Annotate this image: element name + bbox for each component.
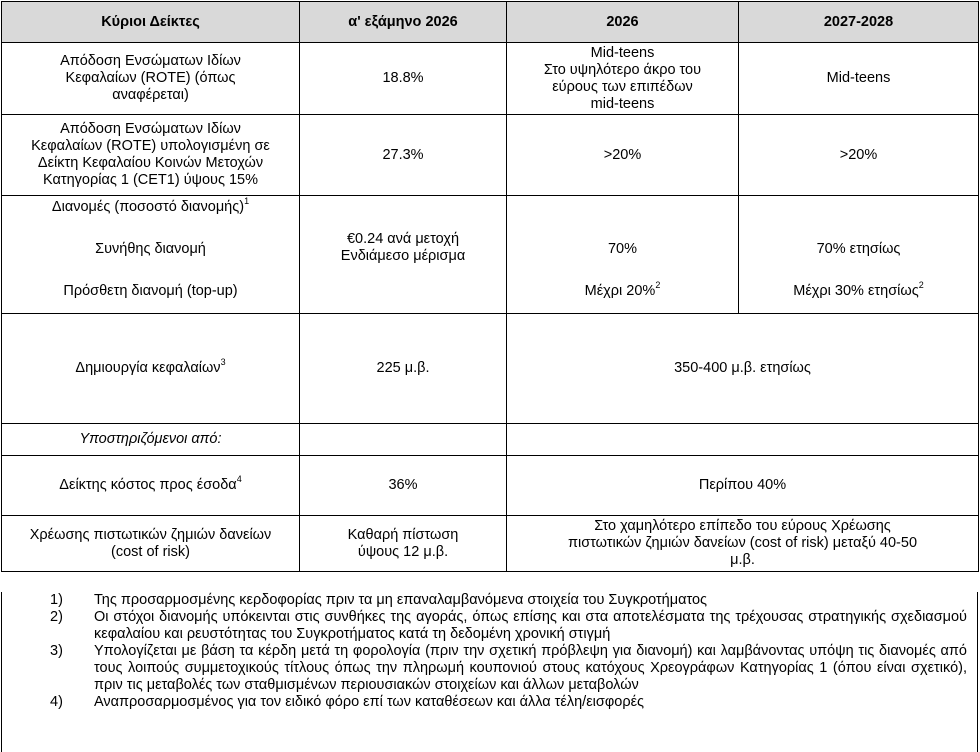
footnote-ref-1: 1 <box>244 195 250 206</box>
footnote-text: Υπολογίζεται με βάση τα κέρδη μετά τη φορολογία (πριν την σχετική πρόβλεψη για διανομή) και λαμβάνοντας υπόψη τις διανομές από τους λοιπούς συμμετοχικούς τίτλους όπως την πληρωμή κουπονιού στους κατόχους Χρεογράφων Κατηγορίας 1 (όπου είναι σχετικό), πριν τις μεταβολές των σταθμισμένων περιουσιακών στοιχείων και άλλων μεταβολών <box>94 643 967 693</box>
rote-cet1-2027-2028: >20% <box>739 115 979 196</box>
footnote-number: 2) <box>50 609 63 625</box>
cost-income-h1-2026: 36% <box>300 456 507 516</box>
rote-cet1-label: Απόδοση Ενσώματων Ιδίων Κεφαλαίων (ROTE) υπολογισμένη σε Δείκτη Κεφαλαίου Κοινών Μετοχών Κατηγορίας 1 (CET1) ύψους 15% <box>2 115 300 196</box>
topup-distribution-2027-2028: Μέχρι 30% ετησίως$^2$ <box>793 279 924 299</box>
rote-reported-2027-2028: Mid-teens <box>739 43 979 115</box>
cost-income-label: Δείκτης κόστος προς έσοδα$^4$ <box>2 456 300 516</box>
table-row-capital-generation <box>2 314 979 424</box>
ordinary-distribution-2027-2028: 70% ετησίως <box>816 240 901 257</box>
distributions-2026 <box>507 196 739 314</box>
footnote-4 <box>2 694 977 711</box>
topup-distribution-label: Πρόσθετη διανομή (top-up) <box>63 282 238 299</box>
header-2027-2028: 2027-2028 <box>739 2 979 43</box>
supported-by-empty-2 <box>507 424 979 456</box>
header-row <box>2 2 979 43</box>
header-kpis: Κύριοι Δείκτες <box>2 2 300 43</box>
cost-of-risk-2026-2028: Στο χαμηλότερο επίπεδο του εύρους Χρέωσης πιστωτικών ζημιών δανείων (cost of risk) μεταξύ 40-50 μ.β. <box>507 516 979 572</box>
cost-of-risk-label: Χρέωσης πιστωτικών ζημιών δανείων (cost of risk) <box>2 516 300 572</box>
rote-reported-h1-2026: 18.8% <box>300 43 507 115</box>
capital-generation-label: Δημιουργία κεφαλαίων$^3$ <box>2 314 300 424</box>
table-row-cost-of-risk <box>2 516 979 572</box>
ordinary-distribution-2026: 70% <box>607 240 638 257</box>
distributions-2027-2028 <box>739 196 979 314</box>
table-row-distributions <box>2 196 979 314</box>
footnote-1 <box>2 592 977 609</box>
table-row-supported-by <box>2 424 979 456</box>
ordinary-distribution-label: Συνήθης διανομή <box>95 240 206 257</box>
footnote-2 <box>2 609 977 643</box>
footnote-number: 3) <box>50 643 63 659</box>
topup-distribution-2026: Μέχρι 20%$^2$ <box>584 279 661 299</box>
footnotes <box>1 592 978 752</box>
kpi-table <box>1 1 979 572</box>
footnote-number: 4) <box>50 694 63 710</box>
rote-reported-2026: Mid-teens Στο υψηλότερο άκρο του εύρους των επιπέδων mid-teens <box>507 43 739 115</box>
footnote-3 <box>2 643 977 694</box>
table-row-cost-income <box>2 456 979 516</box>
rote-reported-label: Απόδοση Ενσώματων Ιδίων Κεφαλαίων (ROTE) (όπως αναφέρεται) <box>2 43 300 115</box>
rote-cet1-h1-2026: 27.3% <box>300 115 507 196</box>
header-2026: 2026 <box>507 2 739 43</box>
distributions-label <box>2 196 300 314</box>
capital-generation-h1-2026: 225 μ.β. <box>300 314 507 424</box>
distributions-h1-2026: €0.24 ανά μετοχή Ενδιάμεσο μέρισμα <box>300 196 507 314</box>
table-row-rote-reported <box>2 43 979 115</box>
distributions-title: Διανομές (ποσοστό διανομής) <box>51 198 245 215</box>
rote-cet1-2026: >20% <box>507 115 739 196</box>
capital-generation-2026-2028: 350-400 μ.β. ετησίως <box>507 314 979 424</box>
header-h1-2026: α' εξάμηνο 2026 <box>300 2 507 43</box>
cost-income-2026-2028: Περίπου 40% <box>507 456 979 516</box>
supported-by-label: Υποστηριζόμενοι από: <box>2 424 300 456</box>
footnote-text: Αναπροσαρμοσμένος για τον ειδικό φόρο επί των καταθέσεων και άλλα τέλη/εισφορές <box>94 694 645 710</box>
cost-of-risk-h1-2026: Καθαρή πίστωση ύψους 12 μ.β. <box>300 516 507 572</box>
footnote-text: Οι στόχοι διανομής υπόκεινται στις συνθήκες της αγοράς, όπως επίσης και στα αποτελέσματα της τρέχουσας στρατηγικής σχεδιασμού κεφαλαίου και ρευστότητας του Συγκροτήματος κατά τη δεδομένη χρονική στιγμή <box>94 609 967 642</box>
footnote-number: 1) <box>50 592 63 608</box>
footnote-text: Της προσαρμοσμένης κερδοφορίας πριν τα μη επαναλαμβανόμενα στοιχεία του Συγκροτήματος <box>94 592 708 608</box>
table-row-rote-cet1 <box>2 115 979 196</box>
supported-by-empty-1 <box>300 424 507 456</box>
